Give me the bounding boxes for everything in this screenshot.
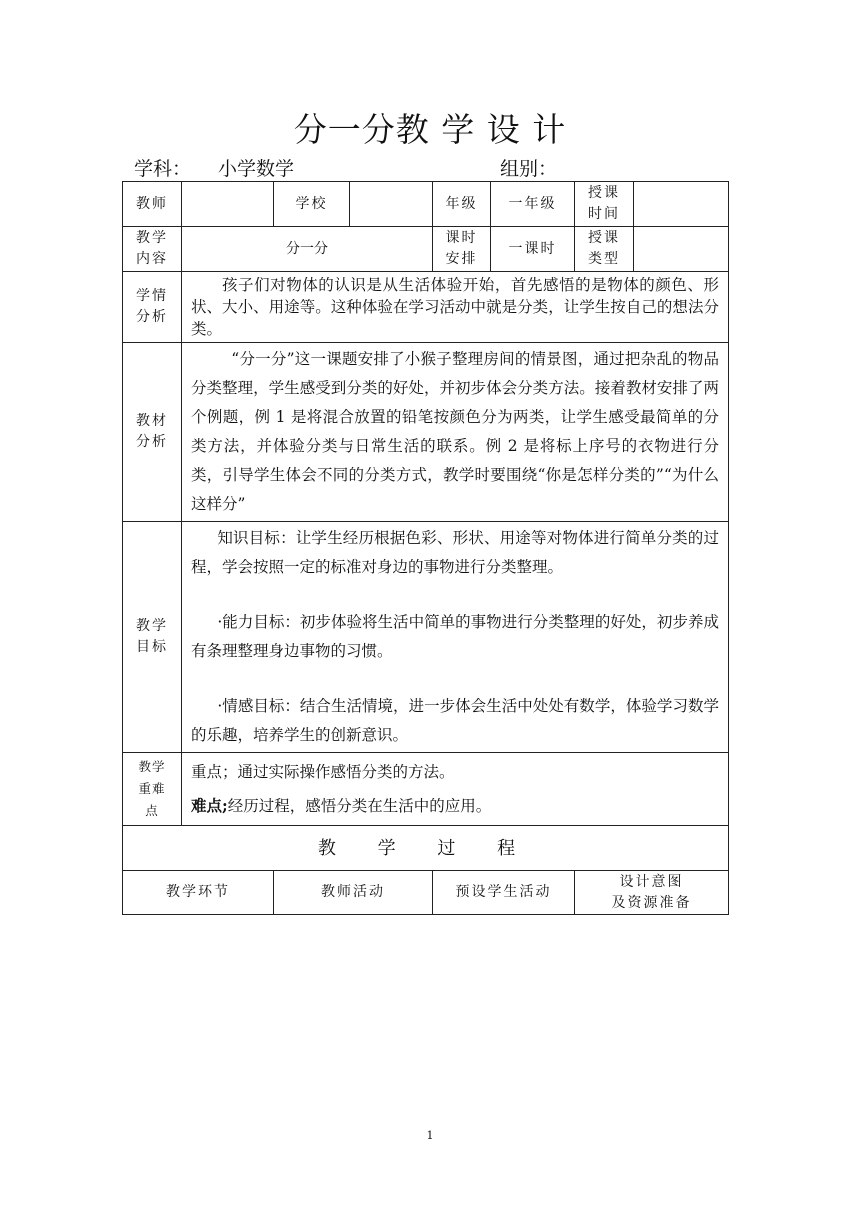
difficult-point-text: 经历过程，感悟分类在生活中的应用。 — [227, 797, 492, 815]
objectives-label — [123, 522, 182, 753]
document-title: 分一分教 学 设 计 — [293, 110, 567, 149]
type-label-line2: 类型 — [588, 251, 620, 267]
objectives-cell — [182, 522, 729, 753]
process-header-design-line2: 及资源准备 — [611, 894, 692, 911]
material-analysis-label-line2: 分析 — [136, 434, 168, 450]
group-label: 组别： — [500, 158, 558, 180]
hours-value: 一课时 — [491, 227, 575, 272]
type-label-line1: 授课 — [588, 230, 620, 246]
school-value — [350, 182, 433, 227]
content-label-line2: 内容 — [136, 251, 168, 267]
objectives-label-line1: 教学 — [136, 618, 168, 634]
key-points-label-line3: 点 — [145, 803, 159, 818]
type-value — [634, 227, 729, 272]
process-header-design-line1: 设计意图 — [619, 873, 684, 890]
material-analysis-label — [123, 343, 182, 522]
grade-value: 一年级 — [491, 182, 575, 227]
time-label-line2: 时间 — [588, 206, 620, 222]
key-point-text: 重点；通过实际操作感悟分类的方法。 — [191, 763, 455, 781]
process-header-design — [575, 871, 729, 915]
subject-value: 小学数学 — [218, 158, 295, 180]
key-points-label-line1: 教学 — [138, 759, 166, 774]
student-analysis-label-line1: 学情 — [136, 288, 168, 304]
knowledge-objective: 知识目标：让学生经历根据色彩、形状、用途等对物体进行简单分类的过程，学会按照一定的标准对身边的事物进行分类整理。 — [191, 529, 719, 576]
student-analysis-text: 孩子们对物体的认识是从生活体验开始，首先感悟的是物体的颜色、形状、大小、用途等。这种体验在学习活动中就是分类，让学生按自己的想法分类。 — [191, 276, 719, 338]
student-analysis-label — [123, 272, 182, 343]
time-value — [634, 182, 729, 227]
hours-label-line2: 安排 — [445, 251, 478, 267]
hours-label-line1: 课时 — [445, 230, 478, 246]
hours-label — [433, 227, 491, 272]
content-label-line1: 教学 — [136, 230, 168, 246]
content-label — [123, 227, 182, 272]
type-label — [575, 227, 634, 272]
content-value: 分一分 — [182, 227, 433, 272]
process-header-teacher: 教师活动 — [274, 871, 433, 915]
school-label: 学校 — [274, 182, 350, 227]
objectives-label-line2: 目标 — [136, 639, 168, 655]
teacher-value — [182, 182, 274, 227]
time-label-line1: 授课 — [588, 185, 620, 201]
material-analysis-text: “分一分”这一课题安排了小猴子整理房间的情景图，通过把杂乱的物品分类整理，学生感受到分类的好处，并初步体会分类方法。接着教材安排了两个例题，例 1 是将混合放置的铅笔按颜色分为两类，让学生感受最简单的分类方法，并体验分类与日常生活的联系。例 2 是将标上序号的衣物进行分类，引导学生体会不同的分类方式，教学时要围绕“你是怎样分类的”“为什么这样分” — [191, 350, 719, 513]
subject-label: 学科： — [134, 158, 192, 180]
student-analysis-label-line2: 分析 — [136, 309, 168, 325]
process-header-student: 预设学生活动 — [433, 871, 575, 915]
process-header-step: 教学环节 — [123, 871, 274, 915]
grade-label: 年级 — [433, 182, 491, 227]
time-label — [575, 182, 634, 227]
key-points-label — [123, 753, 182, 826]
ability-objective: ·能力目标：初步体验将生活中简单的事物进行分类整理的好处，初步养成有条理整理身边事物的习惯。 — [191, 613, 719, 660]
process-title: 教 学 过 程 — [123, 826, 729, 871]
lesson-plan-table — [122, 181, 729, 915]
key-points-cell — [182, 753, 729, 826]
page-number: 1 — [426, 1129, 434, 1142]
difficult-point-label: 难点; — [191, 796, 228, 815]
emotion-objective: ·情感目标：结合生活情境，进一步体会生活中处处有数学，体验学习数学的乐趣，培养学生的创新意识。 — [191, 697, 719, 744]
teacher-label: 教师 — [123, 182, 182, 227]
material-analysis-cell — [182, 343, 729, 522]
student-analysis-cell — [182, 272, 729, 343]
key-points-label-line2: 重难 — [138, 781, 166, 796]
material-analysis-label-line1: 教材 — [136, 413, 168, 429]
